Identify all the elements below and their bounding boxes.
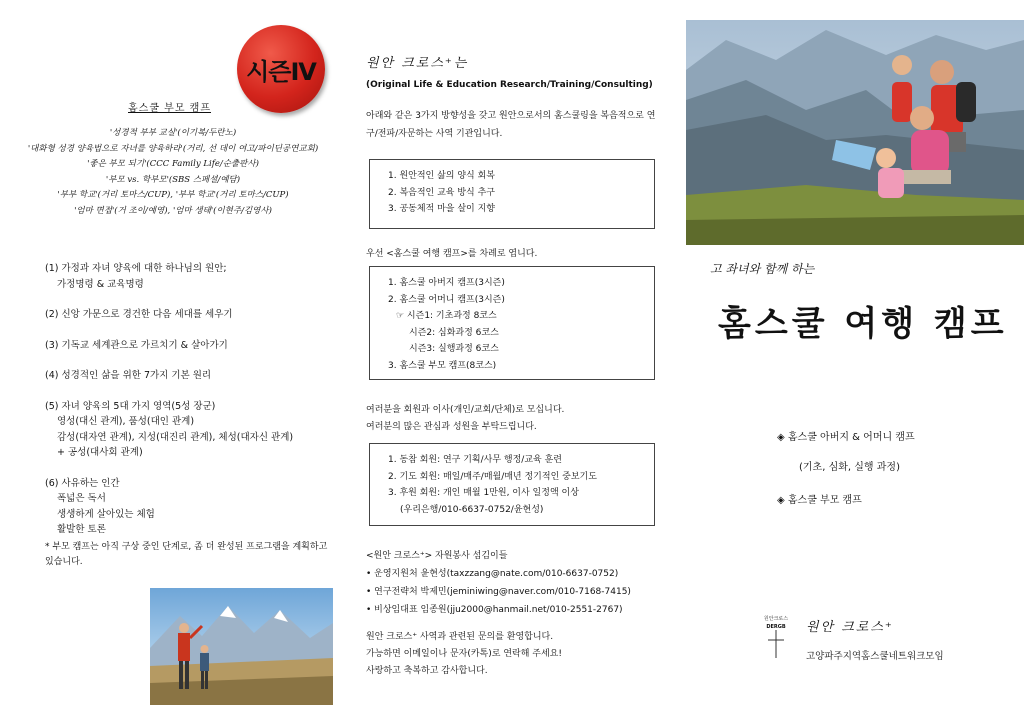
season-item: 시즌3: 실행과정 6코스 [409,344,499,354]
closing-message [366,629,666,680]
volunteer-contacts [366,547,684,619]
membership-item: 1. 동참 회원: 연구 기획/사무 행정/교육 훈련 [388,455,562,465]
season-item: 시즌2: 심화과정 6코스 [409,327,499,338]
membership-item: 2. 기도 회원: 매일/매주/매월/매년 정기적인 중보기도 [388,471,597,482]
middle-panel [345,0,685,723]
camp-list-courses: (기초, 심화, 실행 과정) [799,462,900,473]
goal-item [45,307,335,323]
brand-heading: 원안 크로스⁺는 [366,56,469,71]
goal-detail: 감성(대자연 관계), 지성(대진리 관계), 체성(대자신 관계) [57,431,294,443]
main-title: 홈스쿨 여행 캠프 [718,304,1008,344]
contact-item: • 연구전략처 박제민(jeminiwing@naver.com/010-7168-7415) [366,587,631,597]
goal-detail: 활발한 토론 [57,524,106,535]
goal-heading: (5) 자녀 양육의 5대 가지 영역(5성 장군) [45,400,216,412]
camp-item: 3. 홈스쿨 부모 캠프(8코스) [388,360,497,371]
goal-detail: 가정명령 & 교육명령 [57,278,144,290]
goal-heading: (3) 기독교 세계관으로 가르치기 & 살아가기 [45,339,228,351]
goal-heading: (2) 신앙 가문으로 경건한 다음 세대를 세우기 [45,309,233,320]
goal-detail: 영성(대신 관계), 품성(대인 관계) [57,416,195,427]
membership-item: 3. 후원 회원: 개인 매월 1만원, 이사 일정액 이상 [388,488,579,498]
reference-item: '대화형 성경 양육법으로 자녀를 양육하라'(거리, 선 데이 여고/파이딘공연교회) [27,143,319,154]
camp-item: 2. 홈스쿨 어머니 캠프(3시즌) [388,294,505,305]
footnote: * 부모 캠프는 아직 구상 중인 단계로, 좀 더 완성된 프로그램을 계획하고 있습니다. [45,542,328,567]
closing-line: 사랑하고 축복하고 감사합니다. [366,666,488,676]
directions-box [369,159,655,229]
reference-item: '엄마 면접'(거 조이/예영), '엄마 생태'(이현주/김영사) [74,205,272,216]
goal-item [45,368,335,384]
season-badge: 시즌Ⅳ [237,25,325,113]
network-name: 고양파주지역홈스쿨네트워크모임 [806,651,944,662]
goal-detail: + 공성(대사회 관계) [57,447,143,458]
goal-item [45,399,335,461]
volunteers-heading: <원안 크로스⁺> 자원봉사 섬김이들 [366,551,508,561]
goal-item [45,338,335,354]
brand-name: 원안 크로스⁺ [806,620,894,635]
left-panel [0,0,345,723]
camp-list [777,429,1017,509]
goal-heading: (4) 성경적인 삶을 위한 7가지 기본 원리 [45,370,212,381]
camp-list-item: ◈ 홈스쿨 아버지 & 어머니 캠프 [777,432,915,443]
right-panel [685,0,1024,723]
members-heading [366,402,666,436]
hiking-father-son-photo [150,588,333,705]
svg-text:DERGB: DERGB [766,624,786,630]
members-intro-line: 여러분의 많은 관심과 성원을 부탁드립니다. [366,422,537,432]
brand-subtitle: (Original Life & Education Research/Training/Consulting) [366,80,653,90]
goal-heading: (1) 가정과 자녀 양육에 대한 하나님의 원안; [45,263,227,274]
goal-heading: (6) 사유하는 인간 [45,477,120,489]
reference-item: '부부 학교'(거리 토마스/CUP), '부부 학교'(거리 토마스/CUP) [57,190,289,200]
closing-line: 원안 크로스⁺ 사역과 관련된 문의를 환영합니다. [366,632,554,642]
camps-heading: 우선 <홈스쿨 여행 캠프>를 차례로 엽니다. [366,249,538,259]
reference-item: '성경적 부부 교실'(이기복/두란노) [109,128,237,138]
goal-item [45,261,335,292]
members-intro-line: 여러분을 회원과 이사(개인/교회/단체)로 모십니다. [366,405,565,415]
tagline: 고 좌녀와 함께 하는 [710,262,815,276]
organization-logo [756,610,796,660]
contact-item: • 운영지원처 윤현성(taxzzang@nate.com/010-6637-0752) [366,569,619,579]
svg-text:원안크로스: 원안크로스 [763,616,789,622]
bank-account: (우리은행/010-6637-0752/윤현성) [400,504,544,515]
reference-item: '좋은 부모 되기'(CCC Family Life/순출판사) [87,159,259,169]
direction-item: 1. 원안적인 삶의 양식 회복 [388,171,495,181]
season-item: ☞ 시즌1: 기초과정 8코스 [396,311,497,321]
reference-item: '부모 vs. 학부모'(SBS 스페셜/예담) [105,174,241,185]
membership-box [369,443,655,526]
intro-text: 아래와 같은 3가지 방향성을 갖고 원안으로서의 홈스쿨링을 복음적으로 연구/전파/자문하는 사역 기관입니다. [366,111,656,139]
direction-item: 3. 공동체적 마을 살이 지향 [388,204,495,214]
goal-detail: 생생하게 살아있는 체험 [57,508,155,520]
camp-list-item: ◈ 홈스쿨 부모 캠프 [777,495,862,506]
direction-item: 2. 복음적인 교육 방식 추구 [388,187,495,198]
closing-line: 가능하면 이메일이나 문자(카톡)로 연락해 주세요! [366,649,562,659]
goal-detail: 폭넓은 독서 [57,493,106,504]
contact-item: • 비상임대표 임종원(jju2000@hanmail.net/010-2551-2767) [366,605,623,615]
goal-item [45,476,335,538]
camp-item: 1. 홈스쿨 아버지 캠프(3시즌) [388,278,505,288]
parent-camp-title: 홈스쿨 부모 캠프 [128,103,211,114]
family-mountain-photo [686,20,1024,245]
camp-goals [45,261,335,553]
reference-books [18,126,328,219]
camps-box [369,266,655,380]
